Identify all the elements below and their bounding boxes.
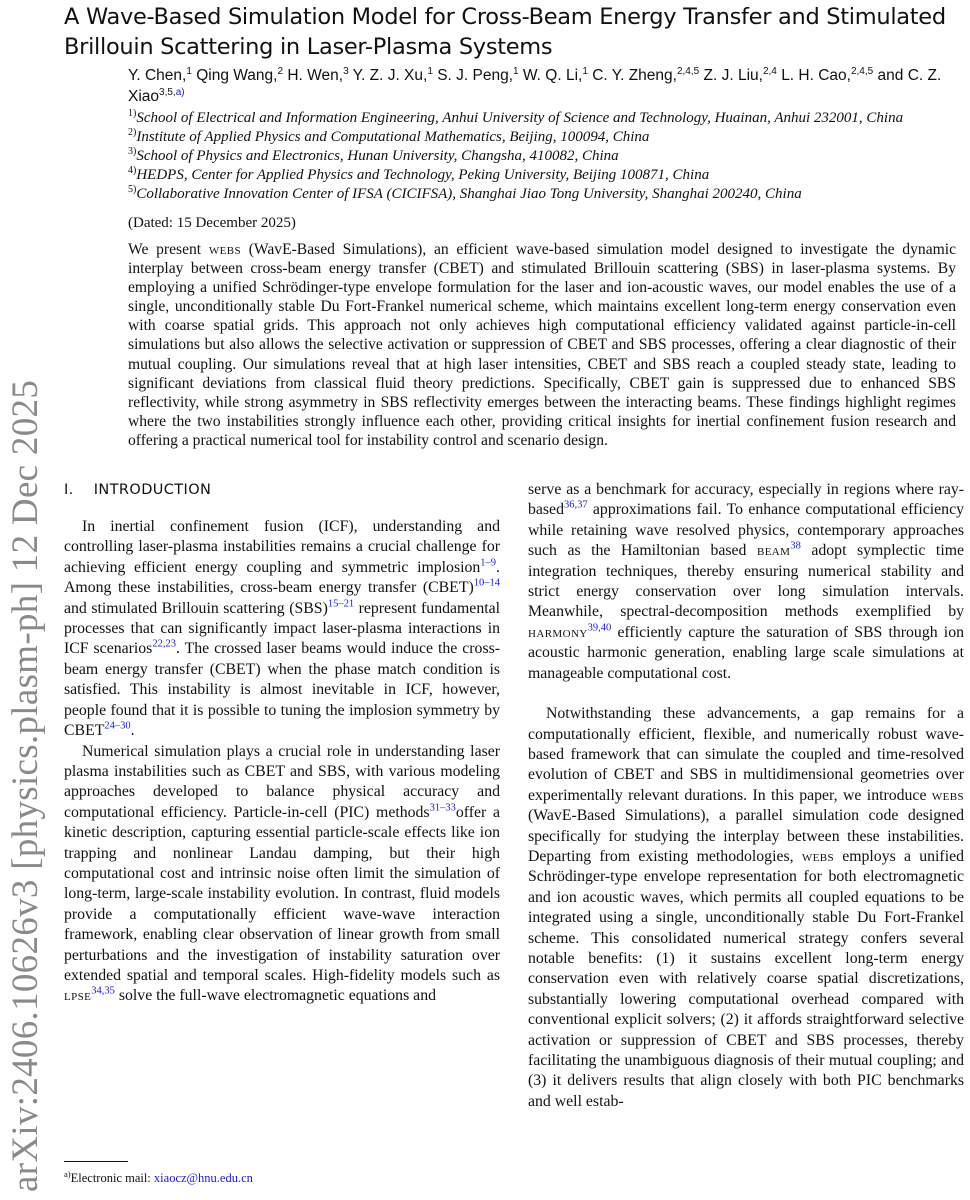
text-run: offer a kinetic description, capturing essential particle-scale effects like ion trapping and nonlinear Landau damping, but their high computational cost and intrinsic noise often limit the simulation of long-term, large-scale instability evolution. In contrast, fluid models provide a computationally efficient wave-wave interaction framework, enabling clear observation of linear growth from small perturbations and the investigation of instability saturation over extended spatial and temporal scales. High-fidelity models such as — [64, 803, 500, 984]
affiliation-number: 5) — [128, 184, 137, 195]
citation-link[interactable]: 38 — [790, 540, 801, 552]
affiliation-text: Institute of Applied Physics and Computational Mathematics, Beijing, 100094, China — [136, 129, 650, 145]
paragraph — [528, 704, 964, 1112]
citation-link[interactable]: 1–9 — [480, 557, 497, 569]
text-run: Notwithstanding these advancements, a gap remains for a computationally efficient, flexible, and numerically robust wave-based framework that can simulate the coupled and time-resolved evolution of CBET and SBS in multidimensional geometries over experimentally relevant durations. In this paper, we introduce — [528, 705, 964, 804]
affiliation-text: School of Electrical and Information Engineering, Anhui University of Science and Technology, Huainan, Anhui 232001, China — [136, 110, 904, 126]
author-affiliation-mark: 1 — [582, 65, 588, 77]
text-run: adopt symplectic time integration techniques, thereby ensuring numerical stability and strict energy conservation over long simulation intervals. Meanwhile, spectral-decomposition methods exemplified by — [528, 542, 965, 621]
text-run: and stimulated Brillouin scattering (SBS) — [64, 599, 328, 617]
author-name: Qing Wang, — [196, 67, 278, 84]
text-run: . — [130, 722, 135, 740]
affiliation-number: 1) — [128, 108, 137, 119]
author-affiliation-mark: 2,4,5 — [850, 65, 874, 77]
author-name: C. Y. Zheng, — [592, 67, 677, 84]
affiliation — [128, 147, 958, 166]
citation-link[interactable]: 10–14 — [473, 577, 500, 589]
footnote-divider — [64, 1161, 128, 1162]
citation-link[interactable]: 31–33 — [429, 802, 456, 814]
author-affiliation-mark: 1 — [513, 65, 519, 77]
paragraph — [64, 742, 500, 1007]
author-affiliation-mark: 3 — [343, 65, 349, 77]
author-name: and C. Z. Xiao — [128, 67, 942, 105]
author-name: Y. Chen, — [128, 67, 187, 84]
paragraph-gap — [528, 684, 964, 704]
affiliation — [128, 128, 958, 147]
code-name: webs — [931, 786, 964, 804]
affiliation-text: HEDPS, Center for Applied Physics and Technology, Peking University, Beijing 100871, China — [136, 167, 710, 183]
code-name: webs — [801, 847, 834, 865]
email-link[interactable]: xiaocz@hnu.edu.cn — [153, 1171, 253, 1185]
footnote — [64, 1170, 500, 1186]
citation-link[interactable]: 22,23 — [152, 639, 176, 651]
abstract — [128, 240, 956, 450]
affiliation — [128, 109, 958, 128]
citation-link[interactable]: 39,40 — [587, 622, 612, 634]
paper-title: A Wave-Based Simulation Model for Cross-Beam Energy Transfer and Stimulated Brillouin Scattering in Laser-Plasma Systems — [64, 4, 946, 60]
author-name: L. H. Cao, — [781, 67, 851, 84]
text-run: solve the full-wave electromagnetic equations and — [114, 987, 436, 1005]
author-name: H. Wen, — [287, 67, 344, 84]
body-columns — [64, 480, 964, 1186]
right-column — [528, 480, 964, 1186]
author-name: Y. Z. J. Xu, — [352, 67, 428, 84]
citation-link[interactable]: 15–21 — [327, 598, 355, 610]
affiliation-number: 2) — [128, 127, 137, 138]
code-name: lpse — [64, 987, 92, 1005]
paragraph — [64, 517, 500, 741]
text-run: We present — [128, 241, 209, 258]
affiliation-text: School of Physics and Electronics, Hunan University, Changsha, 410082, China — [136, 148, 619, 164]
author-list — [128, 65, 963, 107]
text-run: . The crossed laser beams would induce the cross-beam energy transfer (CBET) when the phase match condition is satisfied. This instability is almost inevitable in ICF, however, people found that it is possible to tuning the implosion symmetry by CBET — [64, 640, 501, 740]
author-note-mark — [176, 87, 185, 98]
affiliation-text: Collaborative Innovation Center of IFSA (CICIFSA), Shanghai Jiao Tong University, Shanghai 200240, China — [136, 186, 802, 202]
text-run: approximations fail. To enhance computational efficiency while retaining wave resolved physics, contemporary approaches such as the Hamiltonian based — [528, 501, 964, 560]
affiliation — [128, 166, 958, 185]
text-run: . Among these instabilities, cross-beam energy transfer (CBET) — [64, 558, 500, 597]
code-name: webs — [208, 241, 241, 258]
text-run: represent fundamental processes that can significantly impact laser-plasma interactions in ICF scenarios — [64, 599, 501, 658]
code-name: beam — [756, 542, 791, 560]
text-run: In inertial confinement fusion (ICF), understanding and controlling laser-plasma instabilities remains a crucial challenge for achieving efficient energy coupling and symmetric implosion — [64, 518, 500, 576]
footnote-mark: a) — [64, 1168, 71, 1179]
text-run: (WavE-Based Simulations), a parallel simulation code designed specifically for studying the interplay between these instabilities. Departing from existing methodologies, — [528, 807, 964, 865]
author-affiliation-mark: 1 — [427, 65, 433, 77]
author-name: W. Q. Li, — [522, 67, 583, 84]
author-name: S. J. Peng, — [437, 67, 514, 84]
text-run: serve as a benchmark for accuracy, especially in regions where ray-based — [528, 481, 964, 519]
author-affiliation-mark: 3,5, — [159, 86, 176, 98]
author-note-link[interactable]: a) — [175, 86, 185, 98]
author-affiliation-mark: 1 — [186, 65, 192, 77]
text-run: (WavE-Based Simulations), an efficient wave-based simulation model designed to investigate the dynamic interplay between cross-beam energy transfer (CBET) and stimulated Brillouin scattering (SBS) in laser-plasma systems. By employing a unified Schrödinger-type envelope formulation for the laser and ion-acoustic waves, our model enables the use of a single, unconditionally stable Du Fort-Frankel numerical scheme, which maintains excellent long-term energy conservation even with coarse spatial grids. This approach not only achieves high computational efficiency validated against particle-in-cell simulations but also allows the selective activation or suppression of CBET and SBS processes, offering a clear diagnostic of their mutual coupling. Our simulations reveal that at high laser intensities, CBET and SBS reach a coupled steady state, leading to significant deviations from classical fluid theory predictions. Specifically, CBET gain is suppressed due to enhanced SBS reflectivity, while strong asymmetry in SBS reflectivity emerges between the interacting beams. These findings highlight regimes where the two instabilities strongly influence each other, providing critical insights for inertial confinement fusion research and offering a practical numerical tool for instability control and scenario design. — [128, 241, 956, 449]
text-run: employs a unified Schrödinger-type envelope representation for both electromagnetic and ion acoustic waves, which permits all coupled equations to be integrated using a single, unconditionally stable Du Fort-Frankel scheme. This consolidated numerical strategy confers several notable benefits: (1) it sustains excellent long-term energy conservation even with relatively coarse spatial discretizations, substantially lowering computational overhead compared with conventional explicit solvers; (2) it affords straightforward selective activation or suppression of CBET and SBS processes, thereby facilitating the unambiguous diagnosis of their mutual coupling; and (3) it delivers results that align closely with both PIC benchmarks and well estab- — [528, 847, 964, 1110]
paragraph — [528, 480, 964, 684]
footnote-label: Electronic mail: — [70, 1171, 154, 1185]
author-name: Z. J. Liu, — [703, 67, 763, 84]
text-run: Numerical simulation plays a crucial role in understanding laser plasma instabilities such as CBET and SBS, with various modeling approaches developed to balance physical accuracy and computational efficiency. Particle-in-cell (PIC) methods — [64, 742, 500, 821]
code-name: harmony — [528, 623, 588, 641]
left-column — [64, 480, 500, 1186]
section-heading-introduction: I. INTRODUCTION — [64, 482, 212, 499]
author-affiliation-mark: 2 — [277, 65, 284, 77]
citation-link[interactable]: 34,35 — [91, 986, 115, 998]
citation-link[interactable]: 36,37 — [563, 500, 588, 512]
affiliation — [128, 185, 958, 204]
author-affiliation-mark: 2,4,5 — [676, 65, 700, 77]
arxiv-identifier-sidebar: arXiv:2406.10626v3 [physics.plasm-ph] 12 Dec 2025 — [5, 379, 46, 1192]
footnote-area — [64, 1147, 500, 1186]
text-run: efficiently capture the saturation of SBS through ion acoustic harmonic generation, enabling large scale simulations at manageable computational cost. — [528, 623, 964, 682]
affiliation-number: 3) — [128, 146, 137, 157]
affiliation-number: 4) — [128, 165, 137, 176]
affiliations — [128, 109, 958, 204]
author-affiliation-mark: 2,4 — [762, 65, 777, 77]
citation-link[interactable]: 24–30 — [104, 720, 131, 732]
date-line: (Dated: 15 December 2025) — [128, 215, 296, 231]
